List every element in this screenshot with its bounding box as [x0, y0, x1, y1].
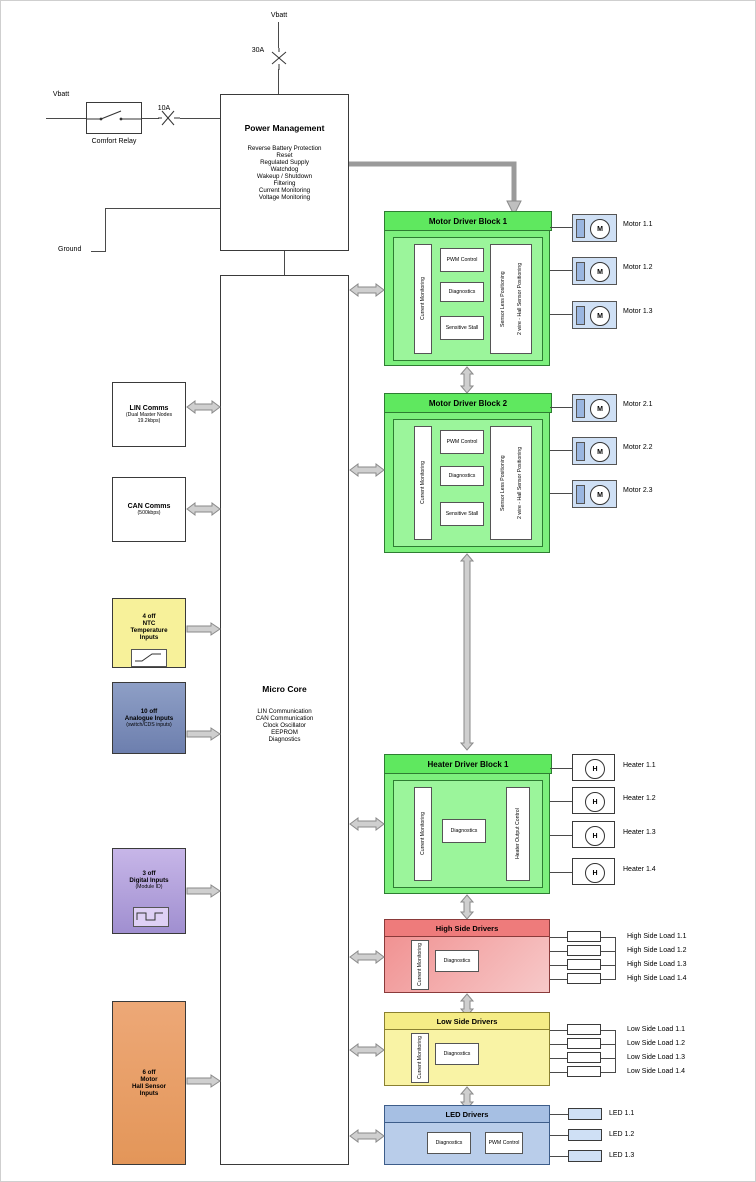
mdb1-hall-sensor-positioning: 2 wire - Hall Sensor Positioning — [517, 262, 523, 336]
analogue-line: Analogue Inputs — [124, 715, 174, 722]
motor-1-1-label: Motor 1.1 — [623, 221, 653, 228]
led-diagnostics-label: Diagnostics — [435, 1140, 463, 1146]
motor-1-3-label: Motor 1.3 — [623, 308, 653, 315]
heater-1-3-label: Heater 1.3 — [623, 829, 656, 836]
low-side-load-1-3-terminal — [567, 1052, 601, 1063]
wire-vbatt-left — [46, 118, 86, 119]
low-side-diagnostics — [435, 1043, 479, 1065]
motor-1-2-label: Motor 1.2 — [623, 264, 653, 271]
high-side-load-1-1-terminal — [567, 931, 601, 942]
power-management-items — [221, 145, 348, 201]
motor-symbol: M — [590, 219, 610, 239]
vbatt-top-label: Vbatt — [270, 12, 288, 19]
low-side-load-1-1-label: Low Side Load 1.1 — [627, 1026, 685, 1033]
heater-1-3-terminal — [572, 821, 615, 848]
mdb1-pwm-control — [440, 248, 484, 272]
led-1-1-label: LED 1.1 — [609, 1110, 635, 1117]
low-side-load-1-3-label: Low Side Load 1.3 — [627, 1054, 685, 1061]
wire-relay-to-fuse10a — [142, 118, 159, 119]
low-side-load-1-2-terminal — [567, 1038, 601, 1049]
analogue-sub: (switch/CDS inputs) — [126, 722, 172, 728]
power-management-block — [220, 94, 349, 251]
mdb2-diagnostics — [440, 466, 484, 486]
led-1-2-terminal — [568, 1129, 602, 1141]
motor-symbol: M — [590, 442, 610, 462]
arrow-micro-to-highside — [350, 949, 384, 965]
digital-line: 3 off — [142, 870, 156, 877]
mdb1-sensorless-positioning: Sensor Less Positioning — [500, 271, 506, 327]
ntc-line: Inputs — [139, 634, 159, 641]
heater-inner-area — [393, 780, 543, 888]
micro-item: CAN Communication — [255, 715, 314, 722]
digital-inputs-block — [112, 848, 186, 934]
high-side-load-1-2-label: High Side Load 1.2 — [627, 947, 687, 954]
heater-1-4-terminal — [572, 858, 615, 885]
wire-motor-1-1 — [550, 227, 572, 228]
low-side-load-1-1-terminal — [567, 1024, 601, 1035]
high-side-load-1-2-terminal — [567, 945, 601, 956]
heater-driver-block-1-header: Heater Driver Block 1 — [384, 754, 552, 774]
can-comms-sub: (500kbps) — [137, 510, 161, 516]
heater-symbol: H — [585, 759, 605, 779]
low-side-load-1-2-label: Low Side Load 1.2 — [627, 1040, 685, 1047]
arrow-micro-to-motor1 — [350, 282, 384, 298]
motor-2-3-label: Motor 2.3 — [623, 487, 653, 494]
led-diagnostics — [427, 1132, 471, 1154]
motor-driver-block-1 — [384, 211, 550, 366]
heater-1-2-terminal — [572, 787, 615, 814]
wire-motor-2-2 — [550, 450, 572, 451]
motor-driver-block-2-header: Motor Driver Block 2 — [384, 393, 552, 413]
fuse-10a-label: 10A — [157, 105, 171, 112]
wire-pm-to-micro — [284, 251, 285, 275]
ntc-line: 4 off — [142, 613, 156, 620]
motor-hall-sensor-inputs-block — [112, 1001, 186, 1165]
led-1-3-label: LED 1.3 — [609, 1152, 635, 1159]
mdb1-sensitive-stall — [440, 316, 484, 340]
high-side-diagnostics — [435, 950, 479, 972]
resistor-curve-icon — [132, 650, 164, 664]
wire-heater-1-4 — [550, 872, 572, 873]
motor-1-2-terminal — [572, 257, 617, 285]
motor-2-1-label: Motor 2.1 — [623, 401, 653, 408]
wire-fuse-to-pm — [278, 69, 279, 94]
led-pwm-control — [485, 1132, 523, 1154]
vbatt-left-label: Vbatt — [52, 91, 70, 98]
hall-line: Hall Sensor — [131, 1083, 167, 1090]
arrow-can-bidirectional — [187, 501, 220, 517]
motor-1-1-terminal — [572, 214, 617, 242]
mdb1-positioning-group — [490, 244, 532, 354]
mdb2-diagnostics-label: Diagnostics — [448, 473, 476, 479]
mdb2-pwm-control-label: PWM Control — [446, 439, 478, 445]
micro-core-title: Micro Core — [262, 684, 307, 694]
mdb2-sensitive-stall — [440, 502, 484, 526]
heater-1-1-label: Heater 1.1 — [623, 762, 656, 769]
heater-output-control: Heater Output Control — [506, 787, 530, 881]
high-side-diagnostics-label: Diagnostics — [443, 958, 471, 964]
micro-item: Clock Oscillator — [263, 722, 306, 729]
motor-symbol: M — [590, 485, 610, 505]
wire-heater-1-1 — [550, 768, 572, 769]
wire-ground-v — [105, 208, 106, 251]
high-side-load-1-4-terminal — [567, 973, 601, 984]
mdb1-sensitive-stall-label: Sensitive Stall — [445, 325, 479, 331]
motor-symbol: M — [590, 306, 610, 326]
mdb2-current-monitoring: Current Monitoring — [414, 426, 432, 540]
motor-2-2-label: Motor 2.2 — [623, 444, 653, 451]
lin-comms-title: LIN Comms — [129, 405, 169, 412]
motor-1-3-terminal — [572, 301, 617, 329]
motor-connector-icon — [576, 442, 585, 461]
micro-item: EEPROM — [271, 729, 298, 736]
wire-vbatt-top — [278, 22, 279, 48]
motor-connector-icon — [576, 399, 585, 418]
pm-item: Voltage Monitoring — [258, 194, 311, 201]
arrow-motor2-to-heater — [459, 554, 475, 750]
motor-2-1-terminal — [572, 394, 617, 422]
micro-core-items — [221, 708, 348, 743]
high-side-load-bus — [615, 937, 616, 979]
mdb2-positioning-group — [490, 426, 532, 540]
heater-1-2-label: Heater 1.2 — [623, 795, 656, 802]
low-side-drivers-header: Low Side Drivers — [385, 1013, 549, 1030]
low-side-diagnostics-label: Diagnostics — [443, 1051, 471, 1057]
ntc-line: NTC — [142, 620, 156, 627]
micro-core-block — [220, 275, 349, 1165]
heater-diagnostics — [442, 819, 486, 843]
arrow-micro-to-heater — [350, 816, 384, 832]
wire-ground-h — [105, 208, 220, 209]
hall-line: 6 off — [142, 1069, 156, 1076]
fuse-10a-icon — [158, 108, 180, 128]
arrow-motor1-motor2 — [459, 367, 475, 393]
heater-symbol: H — [585, 826, 605, 846]
lin-comms-sub: 19.2kbps) — [137, 418, 161, 424]
fuse-30a-label: 30A — [251, 47, 265, 54]
mdb2-hall-sensor-positioning: 2 wire - Hall Sensor Positioning — [517, 446, 523, 520]
arrow-heater-to-highside — [459, 895, 475, 919]
arrow-ntc-to-micro — [187, 622, 220, 636]
lin-comms-block — [112, 382, 186, 447]
pm-item: Reset — [276, 152, 293, 159]
high-side-load-1-4-label: High Side Load 1.4 — [627, 975, 687, 982]
heater-driver-block-1 — [384, 754, 550, 894]
mdb1-diagnostics-label: Diagnostics — [448, 289, 476, 295]
led-1-1-terminal — [568, 1108, 602, 1120]
low-side-load-bus — [615, 1030, 616, 1072]
wire-fuse10a-to-pm — [180, 118, 220, 119]
led-drivers-block — [384, 1105, 550, 1165]
hall-line: Inputs — [139, 1090, 159, 1097]
heater-symbol: H — [585, 792, 605, 812]
mdb1-pwm-control-label: PWM Control — [446, 257, 478, 263]
arrow-micro-to-led — [350, 1128, 384, 1144]
fuse-30a-icon — [269, 48, 289, 70]
motor-connector-icon — [576, 262, 585, 281]
wire-motor-1-2 — [550, 270, 572, 271]
heater-symbol: H — [585, 863, 605, 883]
relay-contact-icon — [87, 103, 141, 133]
mdb1-inner-area — [393, 237, 543, 361]
digital-sub: (Module ID) — [135, 884, 163, 890]
mdb2-pwm-control — [440, 430, 484, 454]
mdb2-inner-area — [393, 419, 543, 547]
analogue-line: 10 off — [140, 708, 158, 715]
arrow-digital-to-micro — [187, 884, 220, 898]
motor-connector-icon — [576, 219, 585, 238]
motor-symbol: M — [590, 262, 610, 282]
pm-item: Wakeup / Shutdown — [256, 173, 313, 180]
motor-connector-icon — [576, 485, 585, 504]
pm-item: Reverse Battery Protection — [247, 145, 322, 152]
led-drivers-header: LED Drivers — [385, 1106, 549, 1123]
low-side-load-1-4-terminal — [567, 1066, 601, 1077]
wire-ground-stub — [91, 251, 106, 252]
wire-motor-2-3 — [550, 493, 572, 494]
motor-driver-block-2 — [384, 393, 550, 553]
arrow-micro-to-motor2 — [350, 462, 384, 478]
pm-item: Current Monitoring — [258, 187, 311, 194]
wire-motor-1-3 — [550, 314, 572, 315]
high-side-current-monitoring: Current Monitoring — [411, 940, 429, 990]
motor-driver-block-1-header: Motor Driver Block 1 — [384, 211, 552, 231]
motor-2-2-terminal — [572, 437, 617, 465]
micro-item: Diagnostics — [268, 736, 301, 743]
mdb1-current-monitoring: Current Monitoring — [414, 244, 432, 354]
motor-2-3-terminal — [572, 480, 617, 508]
pm-item: Regulated Supply — [260, 159, 309, 166]
arrow-hall-to-micro — [187, 1074, 220, 1088]
arrow-micro-to-lowside — [350, 1042, 384, 1058]
high-side-load-1-3-label: High Side Load 1.3 — [627, 961, 687, 968]
mdb1-diagnostics — [440, 282, 484, 302]
micro-item: LIN Communication — [257, 708, 312, 715]
wire-motor-2-1 — [550, 407, 572, 408]
low-side-current-monitoring: Current Monitoring — [411, 1033, 429, 1083]
square-wave-icon — [134, 908, 166, 924]
power-management-title: Power Management — [244, 123, 325, 133]
hall-line: Motor — [140, 1076, 158, 1083]
lin-comms-sub: (Dual Master Nodes — [125, 412, 173, 418]
mdb2-sensorless-positioning: Sensor Less Positioning — [500, 455, 506, 511]
high-side-drivers-block — [384, 919, 550, 993]
wire-heater-1-2 — [550, 801, 572, 802]
comfort-relay-label: Comfort Relay — [91, 138, 137, 145]
led-pwm-control-label: PWM Control — [488, 1140, 520, 1146]
heater-1-4-label: Heater 1.4 — [623, 866, 656, 873]
high-side-drivers-header: High Side Drivers — [385, 920, 549, 937]
digital-line: Digital Inputs — [129, 877, 169, 884]
arrow-pm-to-motor1 — [349, 159, 521, 217]
can-comms-title: CAN Comms — [127, 503, 171, 510]
led-1-2-label: LED 1.2 — [609, 1131, 635, 1138]
motor-connector-icon — [576, 306, 585, 325]
ntc-temperature-inputs-block — [112, 598, 186, 668]
high-side-load-1-3-terminal — [567, 959, 601, 970]
motor-symbol: M — [590, 399, 610, 419]
pm-item: Watchdog — [270, 166, 299, 173]
arrow-lin-bidirectional — [187, 399, 220, 415]
low-side-load-1-4-label: Low Side Load 1.4 — [627, 1068, 685, 1075]
wire-heater-1-3 — [550, 835, 572, 836]
mdb2-sensitive-stall-label: Sensitive Stall — [445, 511, 479, 517]
arrow-analogue-to-micro — [187, 727, 220, 741]
ground-label: Ground — [58, 246, 82, 253]
low-side-drivers-block — [384, 1012, 550, 1086]
heater-diagnostics-label: Diagnostics — [450, 828, 478, 834]
analogue-inputs-block — [112, 682, 186, 754]
ntc-line: Temperature — [130, 627, 168, 634]
can-comms-block — [112, 477, 186, 542]
high-side-load-1-1-label: High Side Load 1.1 — [627, 933, 687, 940]
led-1-3-terminal — [568, 1150, 602, 1162]
heater-1-1-terminal — [572, 754, 615, 781]
comfort-relay-box — [86, 102, 142, 134]
pm-item: Filtering — [273, 180, 296, 187]
heater-current-monitoring: Current Monitoring — [414, 787, 432, 881]
